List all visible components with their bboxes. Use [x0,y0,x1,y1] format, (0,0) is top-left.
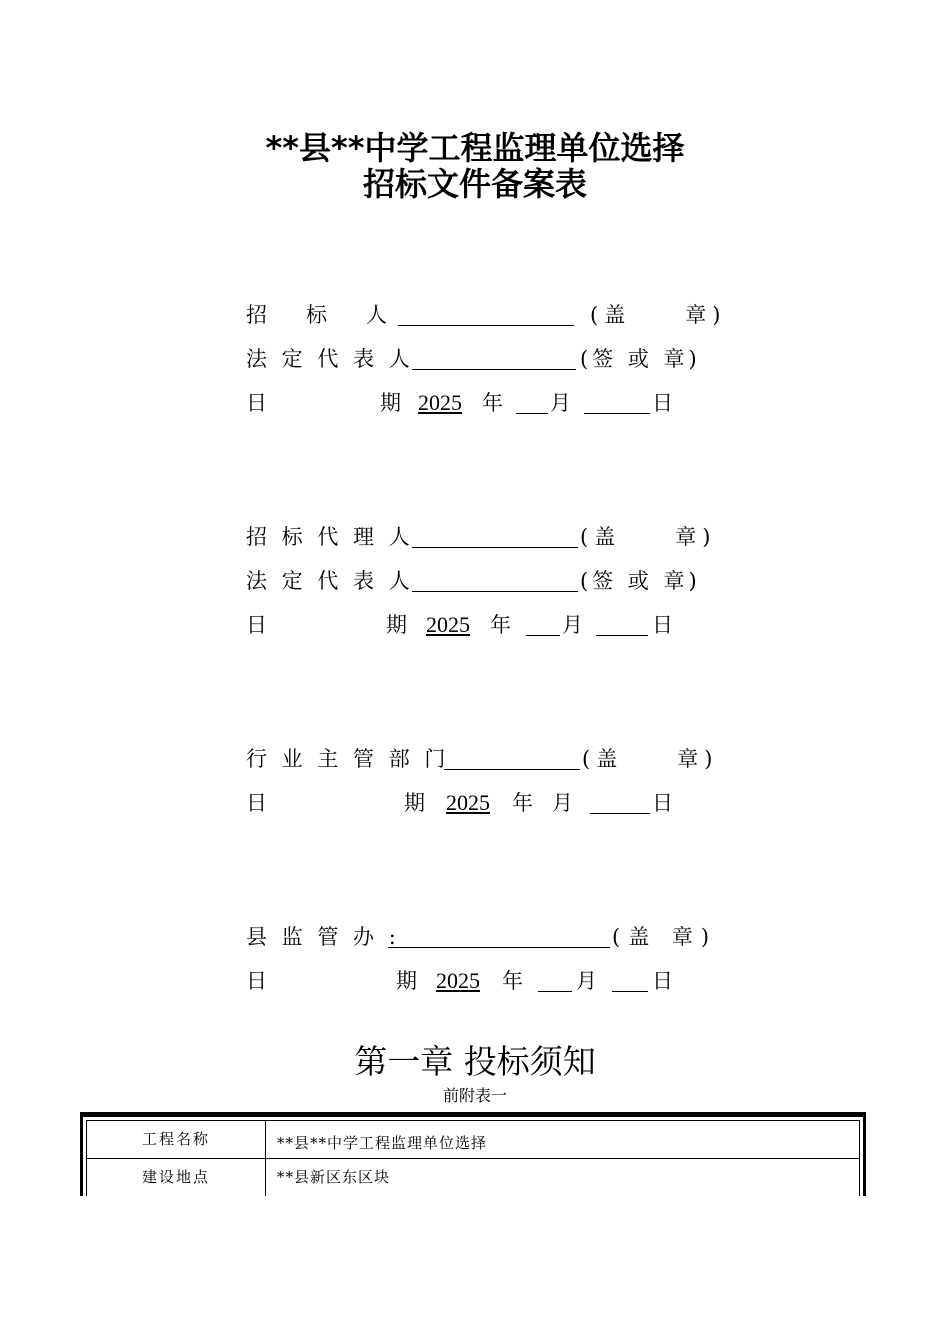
date-1-day: 日 [652,391,673,415]
date-1-day-line[interactable] [584,413,650,414]
date-1-nian: 年 [482,391,503,415]
date-1-month-line[interactable] [516,413,548,414]
date-2-day-line[interactable] [596,635,648,636]
county-seal-note: (盖 章) [612,925,718,949]
authority-label: 行 业 主 管 部 门 [246,747,450,771]
appendix-table-inner [86,1120,860,1196]
date-4-day-line[interactable] [612,991,648,992]
tenderer-char-2: 标 [306,303,327,327]
date-1-ri: 日 [246,391,267,415]
date-2-yue: 月 [562,613,583,637]
legal-rep-1-row [246,344,706,374]
date-3-day-line[interactable] [590,813,650,814]
legal-rep-2-row [246,566,706,596]
date-1-year: 2025 [418,390,462,415]
county-signature-line[interactable] [388,947,610,948]
date-3-row [246,788,706,818]
date-4-ri: 日 [246,969,267,993]
agent-seal-note: (盖 章) [580,525,717,549]
authority-row [246,744,719,774]
document-title-line2: 招标文件备案表 [362,165,587,203]
table-cell-value: **县新区东区块 [277,1168,391,1186]
chapter-subtitle: 前附表一 [442,1086,507,1105]
table-row [87,1121,859,1159]
date-4-qi: 期 [396,969,417,993]
tenderer-row [246,300,727,330]
date-1-yue: 月 [550,391,571,415]
date-2-qi: 期 [386,613,407,637]
date-3-qi: 期 [404,791,425,815]
date-4-year: 2025 [436,968,480,993]
date-4-nian: 年 [502,969,523,993]
legal-rep-2-seal-note: (签 或 章) [580,569,701,593]
date-3-year: 2025 [446,790,490,815]
date-1-row [246,388,706,418]
authority-seal-note: (盖 章) [582,747,719,771]
date-2-ri: 日 [246,613,267,637]
date-2-day: 日 [652,613,673,637]
legal-rep-1-signature-line[interactable] [412,369,576,370]
legal-rep-1-label: 法 定 代 表 人 [246,347,414,371]
date-3-yue: 月 [552,791,573,815]
tenderer-signature-line[interactable] [398,325,574,326]
legal-rep-1-seal-note: (签 或 章) [580,347,701,371]
table-cell-value: **县**中学工程监理单位选择 [277,1134,488,1152]
date-4-row [246,966,706,996]
date-4-yue: 月 [576,969,597,993]
tenderer-char-1: 招 [246,303,267,327]
legal-rep-2-signature-line[interactable] [412,591,578,592]
date-3-day: 日 [652,791,673,815]
table-cell-label: 工程名称 [87,1121,266,1158]
agent-row [246,522,717,552]
authority-signature-line[interactable] [444,769,580,770]
county-label: 县 监 管 办 : [246,925,400,949]
date-2-nian: 年 [490,613,511,637]
date-3-ri: 日 [246,791,267,815]
date-2-month-line[interactable] [526,635,560,636]
tenderer-seal-note: (盖 章) [590,303,727,327]
date-4-day: 日 [652,969,673,993]
agent-signature-line[interactable] [412,547,578,548]
date-2-year: 2025 [426,612,470,637]
legal-rep-2-label: 法 定 代 表 人 [246,569,414,593]
document-title-line1: **县**中学工程监理单位选择 [265,129,685,167]
table-cell-label: 建设地点 [87,1159,266,1196]
date-4-month-line[interactable] [538,991,572,992]
county-row [246,922,718,952]
date-2-row [246,610,706,640]
date-3-nian: 年 [512,791,533,815]
date-1-qi: 期 [380,391,401,415]
table-row [87,1159,859,1196]
tenderer-char-3: 人 [366,303,387,327]
agent-label: 招 标 代 理 人 [246,525,414,549]
chapter-title: 第一章 投标须知 [354,1042,596,1081]
appendix-table [80,1112,866,1196]
